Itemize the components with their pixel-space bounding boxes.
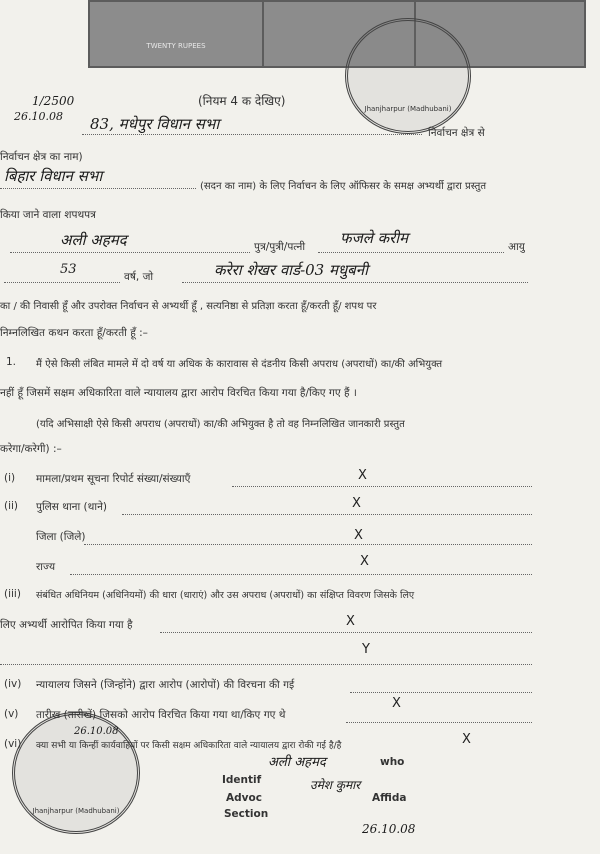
constituency-label: निर्वाचन क्षेत्र से [428,127,485,139]
resident-text: का / की निवासी हूँ और उपरोक्त निर्वाचन से अभ्यर्थी हूँ , सत्यनिष्ठा से प्रतिज्ञा करता हूँ/करती हूँ/ शपथ पर [0,301,377,312]
name-handwritten: अली अहमद [60,231,127,249]
clause-line-1: मैं ऐसे किसी लंबित मामले में दो वर्ष या अधिक के कारावास से दंडनीय किसी अपराध (अपराधों) का/की अभियुक्त [36,359,443,370]
affidavit-label: किया जाने वाला शपथपत्र [0,209,96,221]
house-text: (सदन का नाम) के लिए निर्वाचन के लिए ऑफिसर के समक्ष अभ्यर्थी द्वारा प्रस्तुत [200,181,487,192]
stamp-paper-1 [88,0,264,68]
name-line [10,252,250,253]
item-label: मामला/प्रथम सूचना रिपोर्ट संख्या/संख्याएँ [36,473,191,485]
identified-label: Identif [222,774,262,786]
affidavit-stamp-label: Affida [372,792,407,804]
seal-text-bottom: Jhanjharpur (Madhubani) [32,807,120,815]
age-handwritten: 53 [60,262,77,277]
item-line [70,574,532,575]
age-suffix: वर्ष, जो [124,271,154,283]
item-number: (i) [4,472,16,484]
stamp-date: 26.10.08 [14,110,63,123]
clause-note-1: (यदि अभिसाक्षी ऐसे किसी अपराध (अपराधों) का/की अभियुक्त है तो वह निम्नलिखित जानकारी प्रस्तुत [36,419,405,430]
notary-seal-top [345,18,471,134]
advocate-label: Advoc [226,792,262,804]
clause-number: 1. [6,356,17,368]
item6-label: क्या सभी या किन्हीं कार्यवाहियों पर किसी सक्षम अधिकारिता वाले न्यायालय द्वारा रोकी गई है/है [36,741,342,751]
seal-text-top: Jhanjharpur (Madhubani) [364,105,452,113]
item-line [122,514,532,515]
constituency-name-label: निर्वाचन क्षेत्र का नाम) [0,151,83,163]
item-mark: X [360,554,369,569]
seal-date: 26.10.08 [74,726,119,737]
stamp-value-text: TWENTY RUPEES [146,42,206,50]
house-line [0,188,196,189]
item-line [350,692,532,693]
item-label: पुलिस थाना (थाने) [36,501,108,513]
item-number: (vi) [4,738,22,750]
father-line [318,252,504,253]
item4-label: न्यायालय जिसने (जिन्होंने) द्वारा आरोप (आरोपों) की विरचना की गई [36,679,295,691]
by-label: who [380,756,405,768]
house-handwritten: बिहार विधान सभा [4,167,103,185]
item-line [232,486,532,487]
item-mark: X [354,528,363,543]
item-mark: Y [362,642,370,657]
item-label: राज्य [36,561,56,573]
address-handwritten: करेरा शेखर वार्ड-03 मधुबनी [214,261,368,279]
item-number: (iii) [4,588,21,600]
constituency-handwritten: 83, मधेपुर विधान सभा [90,115,220,133]
item-line [0,664,532,665]
item-mark: X [392,696,401,711]
section-label: Section [224,808,269,820]
stamp-serial: 1/2500 [32,94,75,108]
clause-note-2: करेगा/करेगी) :– [0,443,62,455]
statement-text: निम्नलिखित कथन करता हूँ/करती हूँ :– [0,327,148,339]
item-line [346,722,532,723]
relation-label: पुत्र/पुत्री/पत्नी [254,241,306,253]
item-number: (v) [4,708,19,720]
item-line [84,544,532,545]
item-number: (iv) [4,678,22,690]
item-mark: X [358,468,367,483]
rule-reference: (नियम 4 क देखिए) [198,94,286,108]
candidate-signature: अली अहमद [268,755,326,770]
attestation-date: 26.10.08 [362,822,416,836]
item-label: जिला (जिले) [36,531,86,543]
item-line [160,632,532,633]
father-handwritten: फजले करीम [340,229,409,247]
age-line [4,282,120,283]
item3-line-2: लिए अभ्यर्थी आरोपित किया गया है [0,619,133,631]
item-number: (ii) [4,500,19,512]
item3-line-1: संबंधित अधिनियम (अधिनियमों) की धारा (धाराएं) और उस अपराध (अपराधों) का संक्षिप्त विवरण जिसके लिए [36,590,415,601]
clause-line-2: नहीं हूँ जिसमें सक्षम अधिकारिता वाले न्यायालय द्वारा आरोप विरचित किया गया है/किए गए हैं । [0,387,357,399]
item5-label: तारीख (तारीखें) जिसको आरोप विरचित किया गया था/किए गए थे [36,709,286,721]
item-mark: X [352,496,361,511]
item-mark: X [346,614,355,629]
item-mark: X [462,732,471,747]
constituency-line [82,134,422,135]
advocate-signature: उमेश कुमार [310,778,361,792]
age-label: आयु [508,241,525,253]
address-line [182,282,528,283]
